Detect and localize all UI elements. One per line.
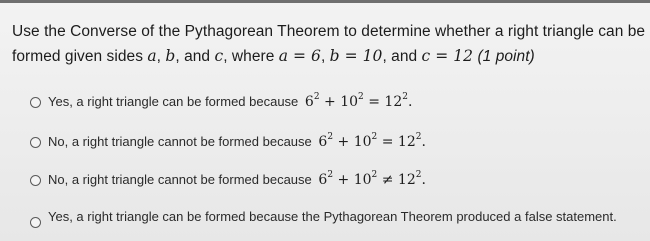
option-4-label: Yes, a right triangle can be formed because the Pythagorean Theorem produced a false statement. [48,209,617,224]
radio-button-option-3[interactable] [30,175,41,186]
eq-term: 12 [397,134,416,150]
eq-term: 12 [397,172,416,188]
eq-term: 12 [384,94,403,110]
eq-term: 6 [318,172,328,188]
equation-c: c = 12 [421,47,474,65]
eq-exponent: 2 [415,132,422,142]
question-line-1: Use the Converse of the Pythagorean Theorem to determine whether a right triangle can be [12,23,646,40]
eq-term: 6 [304,94,314,110]
option-2-label [48,134,426,150]
radio-button-option-1[interactable] [30,97,41,108]
radio-button-option-2[interactable] [30,137,41,148]
eq-exponent: 2 [402,92,408,102]
var-a: a [147,47,157,65]
eq-period: . [421,134,426,150]
eq-exponent: 2 [327,170,334,180]
eq-exponent: 2 [415,170,422,180]
var-b: b [165,47,176,65]
question-line-2 [12,44,640,69]
eq-period: . [421,172,426,188]
eq-relation: = [363,94,385,110]
eq-operator: + [333,134,354,150]
eq-exponent: 2 [358,92,364,102]
question-where: , where [223,48,279,65]
question-text [12,19,646,69]
eq-term: 10 [353,134,372,150]
eq-exponent: 2 [313,92,320,102]
eq-exponent: 2 [371,132,378,142]
option-3-label [48,172,426,188]
question-and: , and [382,48,422,65]
option-1-equation [305,94,413,110]
question-sep: , and [175,48,215,65]
eq-relation: ≠ [377,172,398,188]
eq-term: 10 [353,172,372,188]
eq-term: 6 [318,134,328,150]
option-2-equation [318,134,426,150]
option-3-equation [318,172,426,188]
eq-operator: + [319,94,341,110]
question-sep: , [156,48,166,65]
option-1-label [48,94,412,110]
eq-relation: = [377,134,398,150]
option-text: Yes, a right triangle can be formed because [48,94,299,109]
question-prefix: formed given sides [12,48,148,65]
equation-a: a = 6 [278,47,321,65]
eq-exponent: 2 [327,132,334,142]
equation-b: b = 10 [329,47,383,65]
points-label: (1 point) [477,48,535,65]
question-comma: , [320,48,330,65]
eq-exponent: 2 [371,170,378,180]
var-c: c [214,47,224,65]
option-text: No, a right triangle cannot be formed because [48,172,312,187]
top-divider [0,0,650,3]
radio-button-option-4[interactable] [30,217,41,228]
eq-operator: + [333,172,354,188]
option-text: No, a right triangle cannot be formed because [48,134,312,149]
eq-period: . [407,94,413,110]
eq-term: 10 [340,94,359,110]
